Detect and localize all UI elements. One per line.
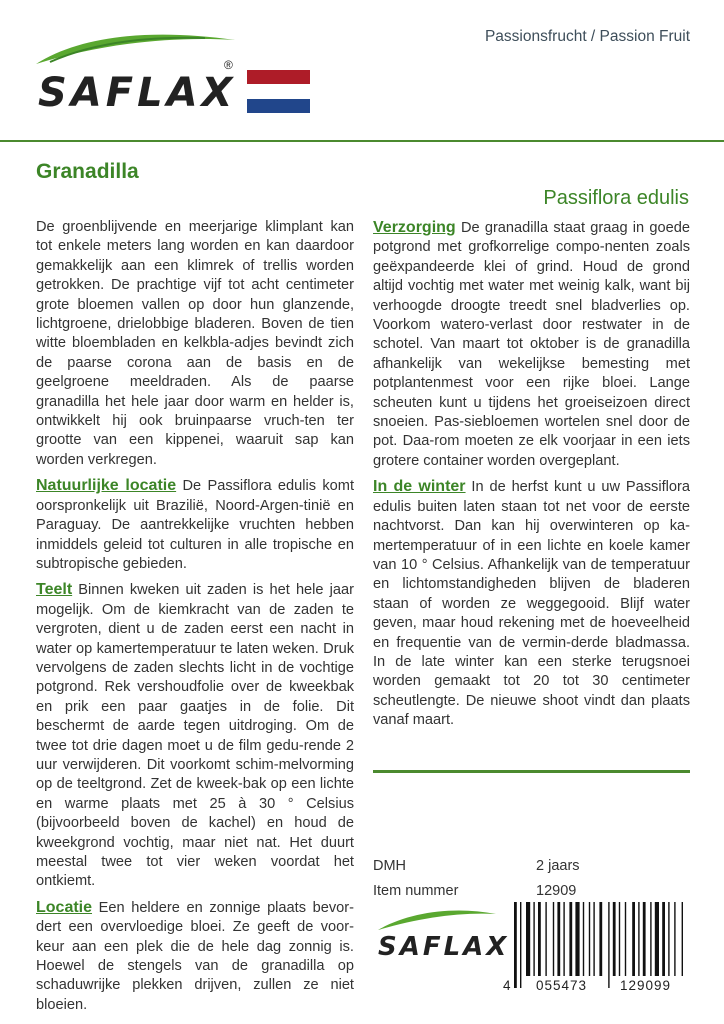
care-heading: Verzorging (373, 219, 456, 236)
dmh-label: DMH (373, 858, 407, 874)
natural-location-heading: Natuurlijke locatie (36, 477, 177, 495)
item-number-label: Item nummer (373, 883, 459, 899)
winter-text: In de herfst kunt u uw Passiflora edulis buiten laten staan tot net voor de eerste nachtvorst. Dan kan hij overwinteren op ka-mertemperatuur of in een lichte en koele kamer van 10 ° Celsius. Afhankelijk van de temperatuur en lichtomstandigheden blijven de bladeren staan of worden ze weggegooid. Blijf water geven, maar houd rekening met de hoeveelheid en frequentie van de vermin-derde bladmassa. In de late winter kan een sterke terugsnoei worden gemaakt tot 20 tot 30 centimeter scheutlengte. De nieuwe shoot vindt dan plaats vanaf maart. (373, 479, 690, 729)
leaf-swoosh-icon (30, 26, 250, 74)
intro-text: De groenblijvende en meerjarige klimplant kan tot enkele meters lang worden en kan daardoor gemakkelijk aan een klimrek of trellis worden getrokken. De prachtige vijf tot acht centimeter grote bloemen vallen op door hun glanzende, lichtgroene, drielobbige bladeren. Boven de tien witte bloembladen en kelkbla-adjes bevindt zich de paarse corona aan de basis en de geelgroene meeldraden. Als de paarse granadilla het hele jaar door warm en helder is, ontwikkelt hij ook bruinpaarse vruch-ten ter grootte van een kippenei, waaruit sap kan worden verkregen. (36, 219, 354, 468)
barcode-digits-middle: 055473 (536, 978, 588, 993)
winter-heading: In de winter (373, 478, 466, 496)
barcode-digits-last: 129099 (620, 978, 672, 993)
location-heading: Locatie (36, 898, 93, 916)
product-title: Passionsfrucht / Passion Fruit (484, 28, 690, 45)
left-column (36, 218, 354, 1021)
section-divider (373, 770, 690, 773)
dutch-flag-icon (247, 70, 310, 113)
brand-logo: SAFLAX (38, 70, 237, 116)
care-text: De granadilla staat graag in goede potgrond met grofkorrelige compo-nenten zoals geëxpandeerde klei of grind. Houd de grond altijd vochtig met water met weinig kalk, want bij verhoogde droogte treedt snel bladverlies op. Voorkom watero-verlast door restwater in de schotel. Van maart tot oktober is de granadilla afhankelijk van wekelijkse bemesting met potplantenmest voor een rijke bloei. Lange scheuten kunt u tijdens het groeiseizoen direct snoeien. Pas-siebloemen wortelen snel door de pot. Daa-rom moeten ze elk voorjaar in een iets grotere container worden overgeplant. (373, 220, 690, 469)
natural-location-text: De Passiflora edulis komt oorspronkelijk uit Brazilië, Noord-Argen-tinië en Paraguay. De aantrekkelijke vruchten hebben inmiddels geleid tot culturen in alle tropische en subtropische gebieden. (36, 478, 355, 572)
location-text: Een heldere en zonnige plaats bevor-dert een overvloedige bloei. Ze geeft de voor-keur aan een plek die de hele dag zonnig is. Hoewel de stengels van de granadilla op schaduwrijke plekken drijven, zullen ze niet bloeien. (36, 899, 354, 1013)
item-number-value: 12909 (536, 883, 577, 899)
barcode-digit-first: 4 (503, 978, 511, 993)
page-title: Granadilla (36, 160, 139, 183)
cultivation-text: Binnen kweken uit zaden is het hele jaar mogelijk. Om de kiemkracht van de zaden te vergroten, dient u de zaden eerst een nacht in water op kamertemperatuur te laten weken. Druk vervolgens de zaden slechts licht in de vochtige potgrond. Rek vershoudfolie over de kweekbak en prik een paar gaatjes in de folie. Dit beschermt de aarde tegen uitdroging. Om de twee tot drie dagen moet u de film gedu-rende 2 uur verwijderen. Dit voorkomt schim-melvorming op de teeltgrond. Zet de kweek-bak op een lichte en warme plaats met 25 à 30 ° Celsius (bijvoorbeeld boven de kachel) en houd de kweekgrond vochtig, maar niet nat. Het duurt meestal twee tot vier weken voordat het ontkiemt. (36, 582, 354, 890)
cultivation-heading: Teelt (36, 581, 73, 599)
header-divider (0, 140, 724, 142)
registered-mark: ® (224, 58, 233, 72)
dmh-value: 2 jaars (536, 858, 580, 874)
right-column (373, 218, 690, 737)
footer-brand-logo: SAFLAX (378, 932, 510, 962)
latin-name: Passiflora edulis (543, 187, 689, 209)
